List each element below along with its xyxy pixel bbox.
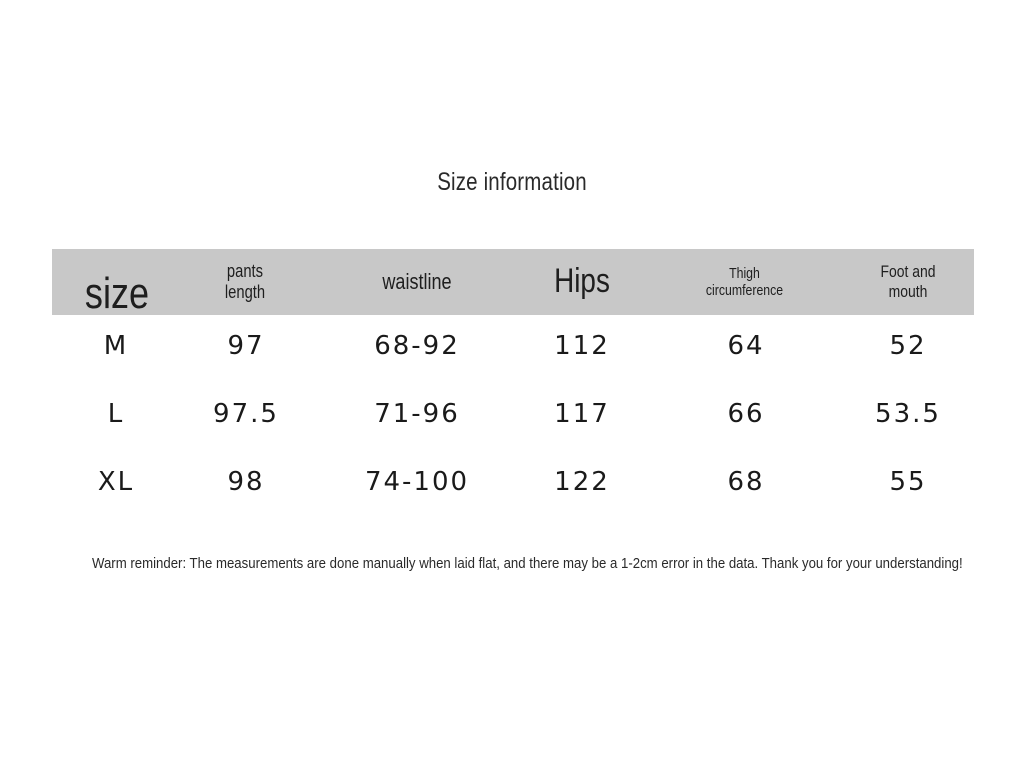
header-size [72,261,162,327]
cell-waistline: 68-92 [374,331,460,362]
table-row [52,327,974,367]
header-thigh-line1: Thigh [729,264,760,282]
header-foot-line1: Foot and [880,262,936,282]
cell-size: XL [97,467,135,498]
cell-foot-mouth: 55 [889,467,927,498]
header-hips-label: Hips [554,262,610,301]
header-thigh-line2: circumference [705,282,784,299]
cell-hips: 122 [554,467,610,498]
header-waistline-label: waistline [382,269,452,295]
cell-foot-mouth: 52 [889,331,927,362]
header-waistline [356,249,479,315]
header-foot-line2: mouth [888,282,928,301]
cell-pants-length: 97.5 [213,399,279,430]
cell-pants-length: 98 [227,467,265,498]
cell-hips: 112 [554,331,610,362]
cell-thigh: 68 [727,467,765,498]
header-thigh-circumference [685,249,804,315]
table-row [52,463,974,503]
header-hips [533,249,631,315]
header-pants-length-line2: length [224,282,266,302]
table-row [52,395,974,435]
cell-thigh: 64 [727,331,765,362]
header-pants-length [202,249,289,315]
header-foot-and-mouth [867,249,949,315]
header-pants-length-line1: pants [226,261,264,282]
page-title: Size information [437,168,587,196]
cell-foot-mouth: 53.5 [875,399,941,430]
cell-size: L [107,399,125,430]
cell-hips: 117 [554,399,610,430]
cell-waistline: 74-100 [364,467,470,498]
header-size-label: size [84,268,150,318]
warm-reminder-note: Warm reminder: The measurements are done manually when laid flat, and there may be a 1-2cm error in the data. Thank you for your understanding! [92,555,963,572]
cell-pants-length: 97 [227,331,265,362]
table-header-row [52,249,974,318]
cell-size: M [103,331,129,362]
cell-thigh: 66 [727,399,765,430]
cell-waistline: 71-96 [374,399,460,430]
